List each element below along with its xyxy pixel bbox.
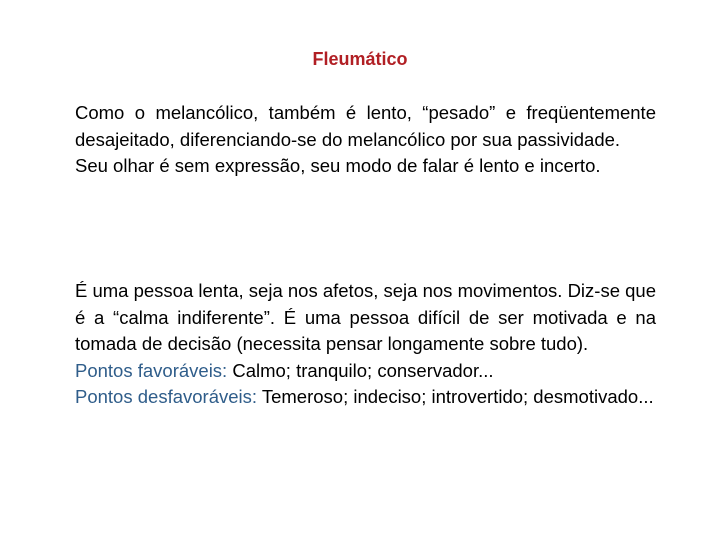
unfavorable-points-label: Pontos desfavoráveis: [75, 386, 258, 407]
favorable-points-text: Calmo; tranquilo; conservador... [232, 359, 494, 381]
paragraph-behavior: É uma pessoa lenta, seja nos afetos, seja nos movimentos. Diz-se que é a “calma indiferente”. É uma pessoa difícil de ser motivada e na tomada de decisão (necessita pensar longamente sobre tudo). [75, 280, 656, 354]
traits-block [75, 278, 656, 411]
paragraph-gaze-speech: Seu olhar é sem expressão, seu modo de falar é lento e incerto. [75, 155, 601, 176]
unfavorable-points [75, 384, 656, 411]
unfavorable-points-text: Temeroso; indeciso; introvertido; desmotivado... [261, 386, 654, 407]
favorable-points [75, 358, 656, 385]
favorable-points-label: Pontos favoráveis: [75, 359, 228, 381]
page-title: Fleumático [312, 49, 408, 69]
description-block [75, 100, 656, 180]
paragraph-comparison: Como o melancólico, também é lento, “pesado” e freqüentemente desajeitado, diferenciando-se do melancólico por sua passividade. [75, 102, 656, 150]
